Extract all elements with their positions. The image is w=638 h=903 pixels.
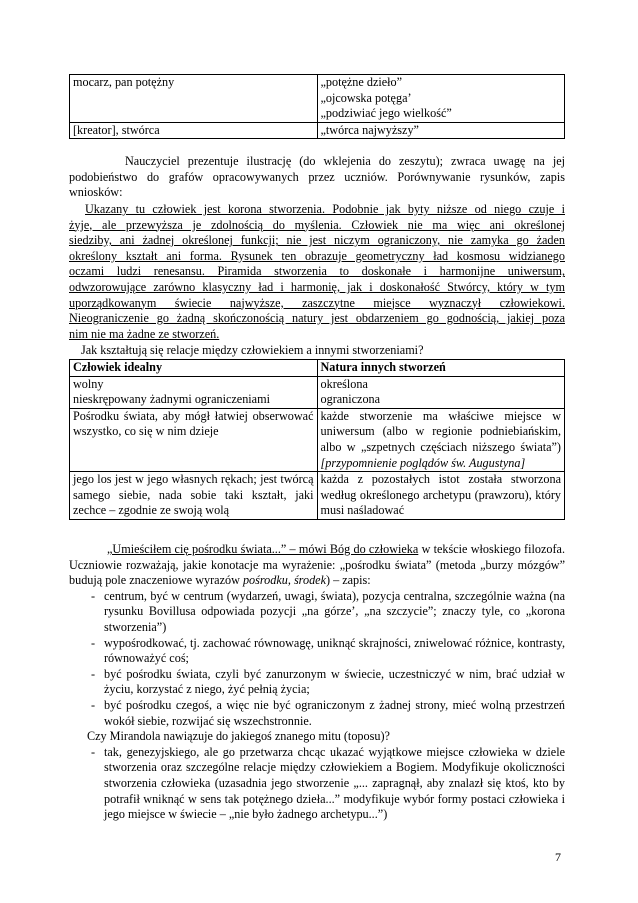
- section-intro: [69, 542, 565, 589]
- text-line: siedziby, ani żadnej określonej funkcji; nie jest niczym ograniczony, nie zamyka go żaden: [69, 233, 565, 248]
- text-line: określony kształt ani forma. Rysunek ten obrazuje geometryczny ład kosmosu widzianego: [69, 248, 565, 263]
- intro-text: w tekście włoskiego filozofa. Uczniowie rozważają, jakie konotacje ma wyrażenie: „pośrodku świata” (metoda „burzy mózgów” budują pole znaczeniowe wyrazów: [69, 542, 565, 588]
- table-cell: każda z pozostałych istot została stworzona według określonego archetypu (prawzoru), który musi naśladować: [317, 472, 565, 520]
- list-item: - być pośrodku świata, czyli być zanurzonym w świecie, uczestniczyć w nim, brać udział w życiu, korzystać z niego, żyć pełnią życia;: [91, 666, 565, 697]
- list-item: - być pośrodku czegoś, a więc nie być ograniczonym z żadnej strony, mieć wolną przestrzeń wokół siebie, rozwijać się wszechstronnie.: [91, 697, 565, 728]
- intro-italic: pośrodku, środek: [242, 573, 326, 588]
- text-line: uporządkowanym świecie najwyższe, zaszczytne miejsce wyznaczył człowiekowi.: [69, 295, 565, 310]
- text-line: odwzorowujące zarówno klasyczny ład i harmonię, jak i doskonałość Stwórcy, który w tym: [69, 279, 565, 294]
- table-cell: „twórca najwyższy”: [317, 122, 565, 139]
- bullet-list-2: [69, 745, 565, 823]
- comparison-table-top: [69, 74, 565, 139]
- bible-quote: „Umieściłem cię pośrodku świata...” – mówi Bóg do człowieka: [107, 542, 419, 556]
- list-item: - centrum, być w centrum (wydarzeń, uwagi, świata), pozycja centralna, szczególnie ważna (na rysunku Bovillusa odpowiada pozycji „na górze’, „na szczycie”; znaczy tyle, co „korona stworzenia”): [91, 588, 565, 634]
- text-line: Ukazany tu człowiek jest korona stworzenia. Podobnie jak byty niższe od niego czuje i: [85, 202, 565, 216]
- intro-end: ) – zapis:: [325, 573, 371, 588]
- cell-text: każde stworzenie ma właściwe miejsce w uniwersum (albo w regionie podniebiańskim, albo w „szpetnych częściach niższego świata”): [320, 408, 561, 454]
- text-line: podobieństwo do grafów opracowywanych przez uczniów. Porównywanie rysunków, zapis: [69, 169, 565, 184]
- table-header: Natura innych stworzeń: [317, 360, 565, 377]
- cell-note: [przypomnienie poglądów św. Augustyna]: [320, 455, 526, 470]
- table-cell: [317, 408, 565, 471]
- text-line: wniosków:: [69, 185, 123, 200]
- table-row: [70, 376, 565, 408]
- table-cell: mocarz, pan potężny: [70, 75, 318, 123]
- table-row: [70, 408, 565, 471]
- text-line: nim nie ma żadne ze stworzeń.: [69, 326, 220, 341]
- comparison-table-main: [69, 359, 565, 520]
- paragraph-conclusions: [69, 202, 565, 342]
- paragraph-teacher: [69, 154, 565, 201]
- text-line: oczami ludzi renesansu. Piramida stworzenia to doskonałe i harmonijne uniwersum,: [69, 264, 565, 279]
- question-myth: Czy Mirandola nawiązuje do jakiegoś znanego mitu (toposu)?: [87, 729, 390, 744]
- table-cell: jego los jest w jego własnych rękach; jest twórcą samego siebie, nada sobie taki kształt, jaki zechce – zgodnie ze swoją wolą: [70, 472, 318, 520]
- table-cell: określona ograniczona: [317, 376, 565, 408]
- table-cell: wolny nieskrępowany żadnymi ograniczeniami: [70, 376, 318, 408]
- text-line: żyje, ale przewyższa je zdolnością do myślenia. Człowiek nie ma więc ani określonej: [69, 217, 565, 232]
- table-header: Człowiek idealny: [70, 360, 318, 377]
- table-header-row: [70, 360, 565, 377]
- table-cell: „potężne dzieło” „ojcowska potęga’ „podziwiać jego wielkość”: [317, 75, 565, 123]
- page-number: 7: [555, 850, 561, 864]
- bullet-list: [69, 589, 565, 729]
- text-line: Nauczyciel prezentuje ilustrację (do wklejenia do zeszytu); zwraca uwagę na jej: [125, 154, 565, 168]
- list-item: - tak, genezyjskiego, ale go przetwarza chcąc ukazać wyjątkowe miejsce człowieka w dziele stworzenia oraz szczególne relacje między człowiekiem a Bogiem. Modyfikuje okoliczności stworzenia człowieka (uzasadnia jego stworzenie „... zapragnął, aby znalazł się ktoś, kto by potrafił wniknąć w sens tak potężnego dzieła...” modyfikuje wybór formy postaci człowieka i jego miejsce w świecie – „nie było żadnego archetypu...”): [91, 744, 565, 822]
- table-row: [70, 472, 565, 520]
- table-cell: [kreator], stwórca: [70, 122, 318, 139]
- table-row: [70, 122, 565, 139]
- table-cell: Pośrodku świata, aby mógł łatwiej obserwować wszystko, co się w nim dzieje: [70, 408, 318, 471]
- question-relations: Jak kształtują się relacje między człowiekiem a innymi stworzeniami?: [81, 343, 424, 357]
- table-row: [70, 75, 565, 123]
- list-item: - wypośrodkować, tj. zachować równowagę, uniknąć skrajności, zniwelować różnice, kontrasty, równoważyć coś;: [91, 635, 565, 666]
- text-line: Nieograniczenie go żadną skończonością natury jest obdarzeniem go godnością, jakiej poza: [69, 311, 565, 326]
- section-middle-of-world: [69, 542, 565, 823]
